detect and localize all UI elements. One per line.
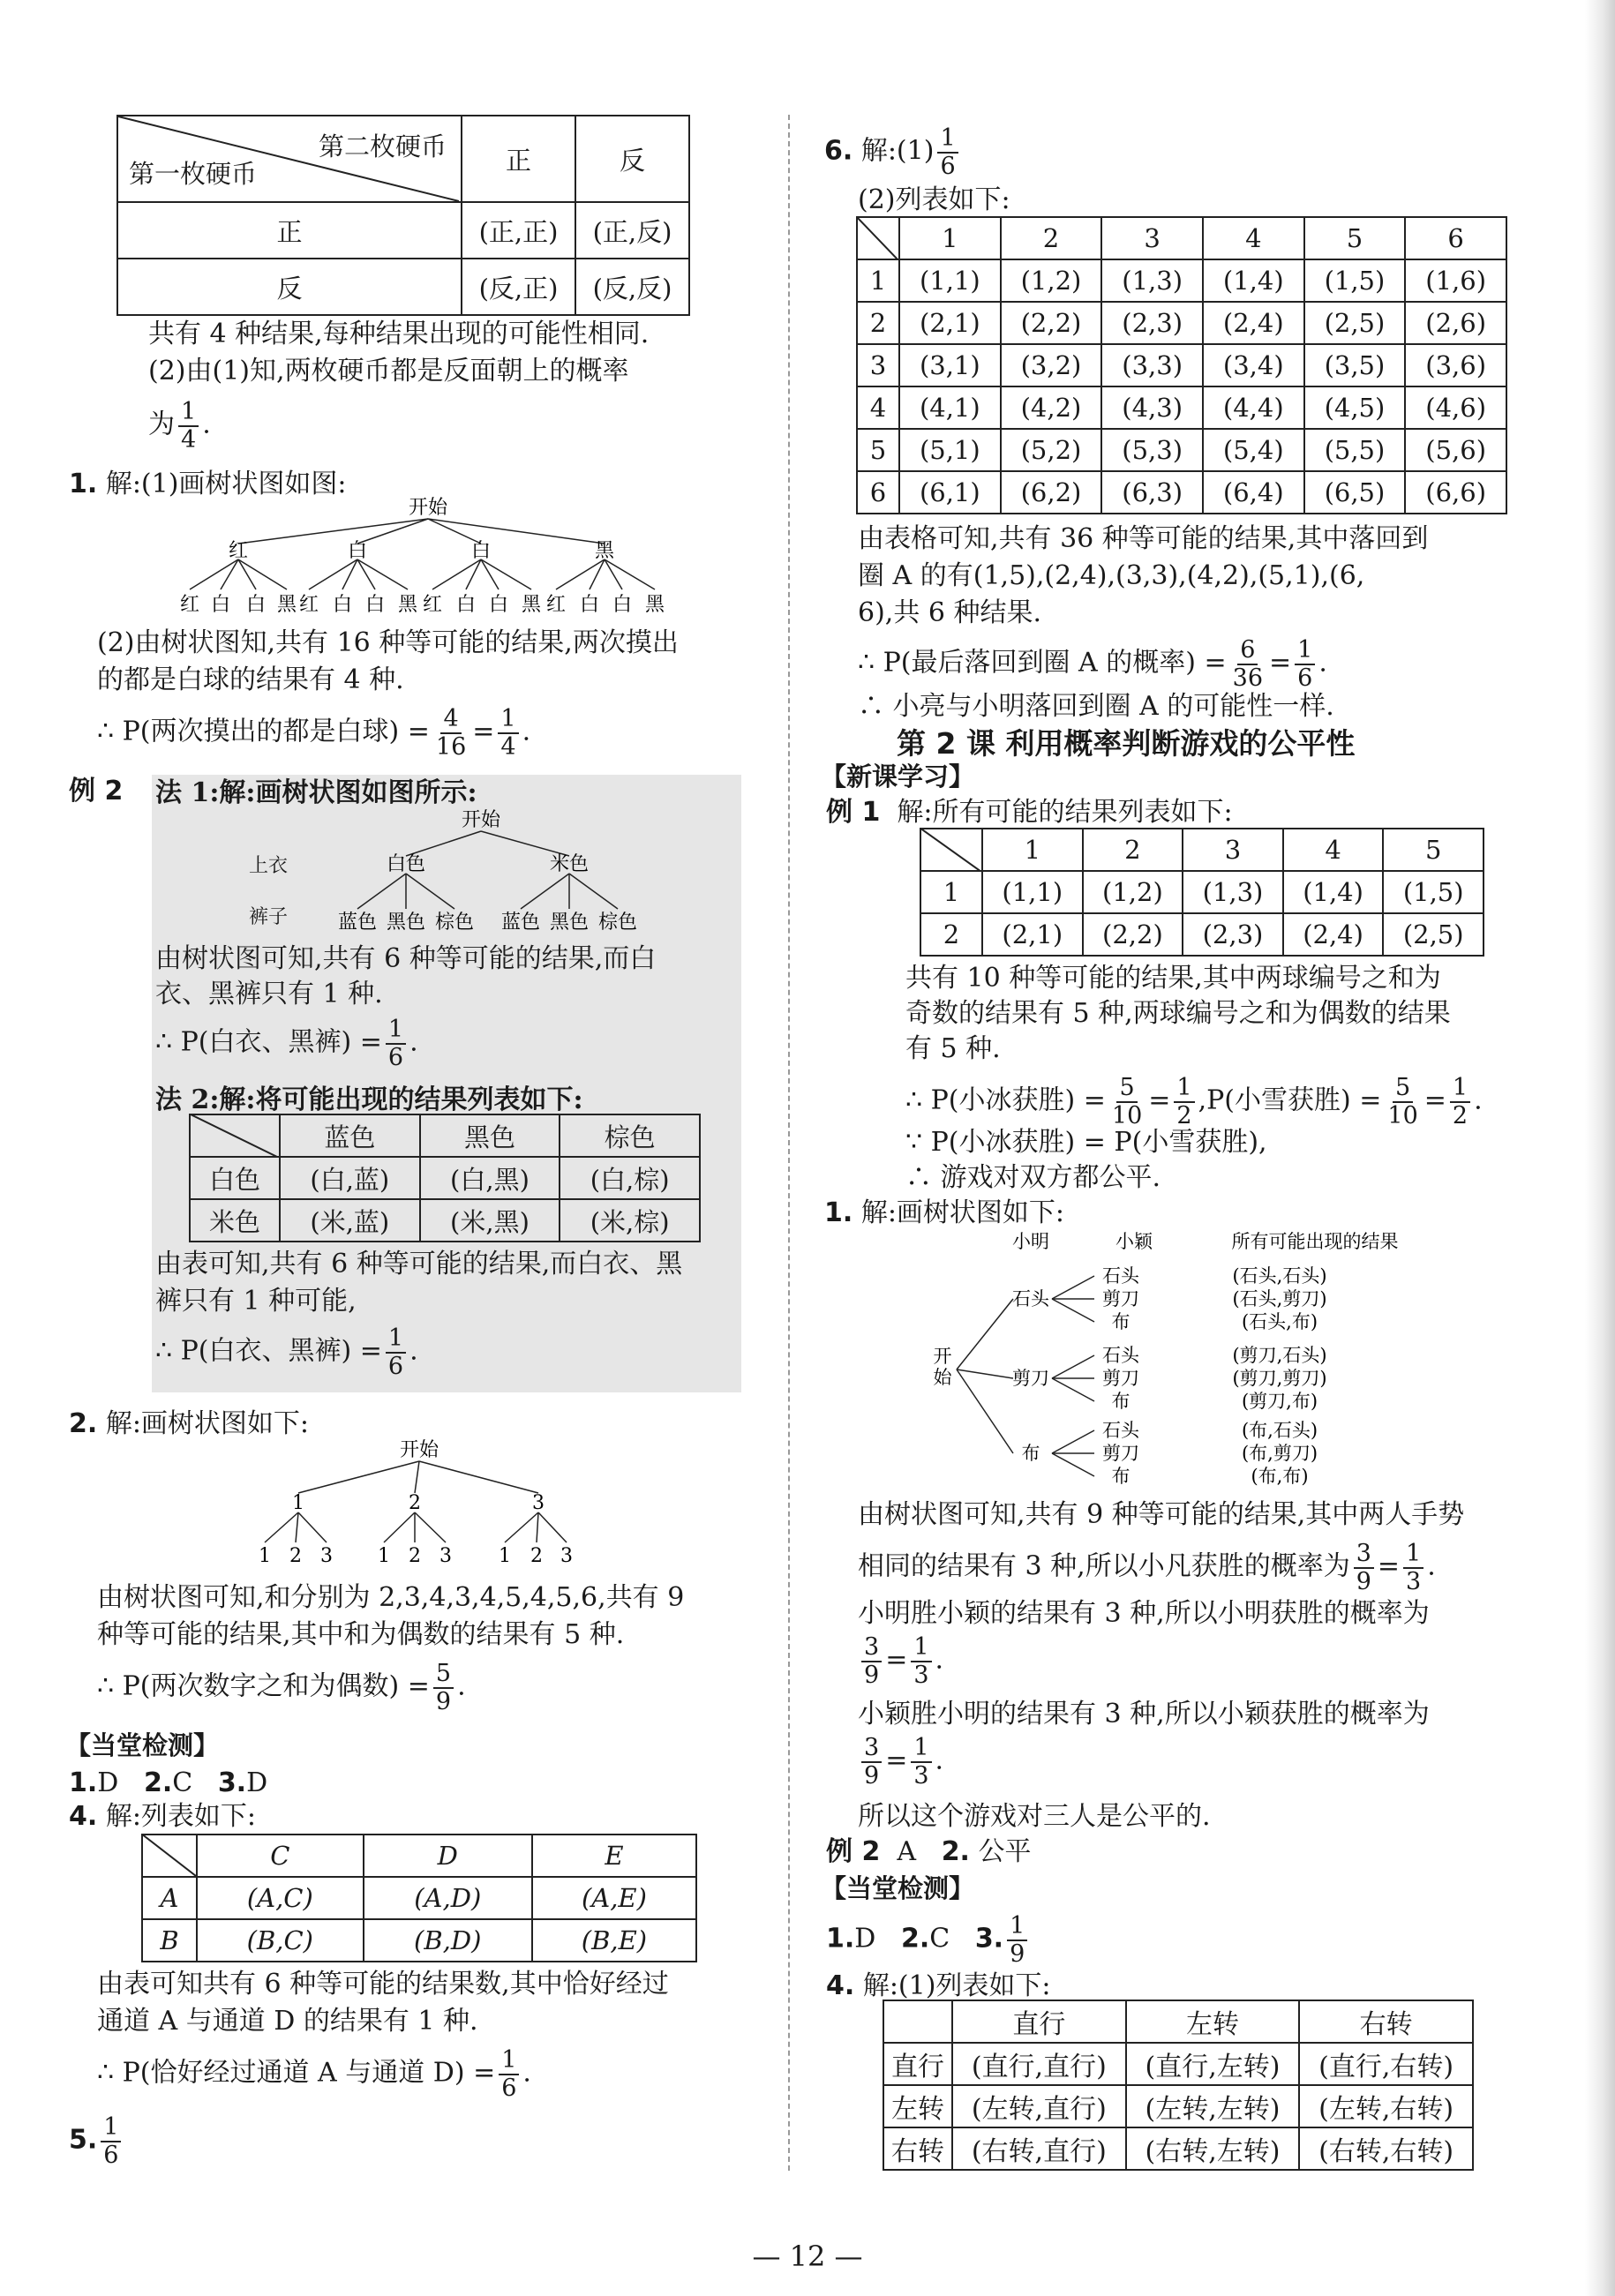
q6-table-row <box>857 429 1506 471</box>
q6-col-header: 6 <box>1405 217 1506 259</box>
ex2-row-label: 米色 <box>190 1199 280 1242</box>
q1b-first-node: 布 <box>1021 1443 1040 1464</box>
q1-tree-root: 开始 <box>408 497 448 519</box>
lesson2-row-label: 2 <box>920 913 982 956</box>
q6-table-row <box>857 386 1506 429</box>
q1-tree-leaf: 白 <box>455 594 477 616</box>
check2-cell: (左转,右转) <box>1299 2085 1473 2127</box>
lesson2-cell: (2,5) <box>1383 913 1484 956</box>
q6-cell: (6,4) <box>1203 471 1304 514</box>
q6-cell: (4,1) <box>899 386 1001 429</box>
coin-fraction: $\frac{1}{4}$ <box>178 399 199 453</box>
q1b-result: (剪刀,布) <box>1241 1391 1318 1412</box>
q1b-result: (布,石头) <box>1241 1420 1318 1441</box>
check2-col-header: 右转 <box>1299 2000 1473 2043</box>
ex2-cell: (米,棕) <box>560 1199 700 1242</box>
q1-tree-leaf: 白 <box>488 594 509 616</box>
check1-title: 【当堂检测】 <box>65 1730 220 1760</box>
check2-col-header: 直行 <box>952 2000 1126 2043</box>
q1-frac-a: $\frac{4}{16}$ <box>435 705 467 761</box>
q1b-first-node: 石头 <box>1012 1288 1049 1309</box>
q1b-line: 1. 解:画树状图如下: <box>824 1197 1065 1228</box>
check1-q4: 4. 解:列表如下: <box>69 1801 257 1832</box>
ex2-tree-pant: 蓝色 <box>500 912 541 934</box>
q2-tree-node: 3 <box>532 1492 545 1514</box>
ex2-col-header: 黑色 <box>420 1114 560 1157</box>
q1-tree-leaf: 红 <box>298 594 319 616</box>
q1b-conclusion: 所以这个游戏对三人是公平的. <box>858 1801 1211 1832</box>
page-edge-shadow <box>1585 0 1615 2296</box>
q1-text-3: 的都是白球的结果有 4 种. <box>97 664 404 695</box>
q2-tree-leaf: 1 <box>378 1545 390 1567</box>
q1-prob-pre: ∴ P(两次摸出的都是白球) = <box>97 716 430 747</box>
ex2-col-header: 蓝色 <box>280 1114 420 1157</box>
lesson2-table-row <box>920 913 1484 956</box>
q2-tree-node: 2 <box>409 1492 421 1514</box>
coin-corner-bottom: 第一枚硬币 <box>129 159 258 189</box>
lesson2-row-label: 1 <box>920 871 982 913</box>
ex2-method1: 法 1:解:画树状图如图所示: <box>155 777 477 808</box>
lesson2-col-header: 2 <box>1083 829 1183 871</box>
coin-cell: (正,正) <box>462 202 575 259</box>
ex2-frac-2: $\frac{1}{6}$ <box>386 1325 406 1379</box>
q6-col-header: 1 <box>899 217 1001 259</box>
q1-tree-leaf: 黑 <box>521 594 542 616</box>
q1b-branch <box>1052 1355 1094 1378</box>
q1b-hdr: 所有可能出现的结果 <box>1231 1231 1399 1252</box>
q6-cell: (6,5) <box>1304 471 1406 514</box>
check2-q4: 4. 解:(1)列表如下: <box>826 1970 1051 2001</box>
lesson2-cell: (2,2) <box>1083 913 1183 956</box>
q1b-hdr: 小颖 <box>1115 1231 1153 1252</box>
check1-cell: (B,D) <box>364 1919 532 1962</box>
q6-cell: (2,1) <box>899 302 1001 344</box>
check2-table <box>883 2000 1474 2171</box>
q6-cell: (2,6) <box>1405 302 1506 344</box>
q6-prob: ∴ P(最后落回到圈 A 的概率) = $\frac{6}{36}$ = $\frac{1}{6}$ . <box>858 636 1327 692</box>
lesson2-cell: (1,5) <box>1383 871 1484 913</box>
check1-q5-frac: $\frac{1}{6}$ <box>101 2114 121 2168</box>
check1-cell: (B,E) <box>532 1919 696 1962</box>
q6-cell: (2,4) <box>1203 302 1304 344</box>
q6-cell: (6,1) <box>899 471 1001 514</box>
q2-tree-leaf: 3 <box>320 1545 333 1567</box>
q1b-hdr: 小明 <box>1012 1231 1049 1252</box>
check1-cell: (A,E) <box>532 1877 696 1919</box>
lesson2-prob: ∴ P(小冰获胜) = $\frac{5}{10}$ = $\frac{1}{2}$ ,P(小雪获胜) = $\frac{5}{10}$ = $\frac{1}{2}$ . <box>905 1074 1483 1129</box>
check1-text-1: 由表可知共有 6 种等可能的结果数,其中恰好经过 <box>97 1969 669 2000</box>
ex2-cell: (米,黑) <box>420 1199 560 1242</box>
q2-tree-root: 开始 <box>399 1439 439 1461</box>
q6-line: 6. 解:(1) $\frac{1}{6}$ <box>824 125 962 179</box>
coin-text-2: (2)由(1)知,两枚硬币都是反面朝上的概率 <box>148 356 629 386</box>
q1b-second-node: 剪刀 <box>1102 1288 1139 1309</box>
q6-cell: (1,4) <box>1203 259 1304 302</box>
ex2-table-corner <box>190 1114 280 1157</box>
coin-table <box>116 115 690 316</box>
q6-cell: (5,3) <box>1101 429 1203 471</box>
q6-cell: (2,2) <box>1001 302 1102 344</box>
q6-cell: (1,5) <box>1304 259 1406 302</box>
check2-cell: (直行,左转) <box>1126 2043 1300 2085</box>
q1-intro: 解:(1)画树状图如图: <box>105 469 347 499</box>
ex2-row-label: 白色 <box>190 1157 280 1199</box>
lesson2-col-header: 4 <box>1283 829 1384 871</box>
check1-prob: ∴ P(恰好经过通道 A 与通道 D) = $\frac{1}{6}$ . <box>97 2046 531 2102</box>
q1-tree-leaf: 白 <box>245 594 267 616</box>
q6-cell: (1,6) <box>1405 259 1506 302</box>
q1b-first-node: 剪刀 <box>1012 1368 1049 1389</box>
ex2-cell: (米,蓝) <box>280 1199 420 1242</box>
q6-cell: (5,4) <box>1203 429 1304 471</box>
q6-table <box>856 216 1507 514</box>
check1-col-header: C <box>197 1835 364 1877</box>
q1b-text-5: 小颖胜小明的结果有 3 种,所以小颖获胜的概率为 <box>858 1699 1430 1730</box>
check2-cell: (左转,左转) <box>1126 2085 1300 2127</box>
q2-tree-leaf: 2 <box>409 1545 421 1567</box>
q1b-second-node: 剪刀 <box>1102 1368 1139 1389</box>
q6-cell: (5,6) <box>1405 429 1506 471</box>
q1b-result: (布,布) <box>1251 1466 1309 1487</box>
q6-table-row <box>857 302 1506 344</box>
ex2-frac-1: $\frac{1}{6}$ <box>386 1017 406 1070</box>
check1-cell: (A,D) <box>364 1877 532 1919</box>
q1b-result: (石头,石头) <box>1232 1265 1327 1287</box>
check1-cell: (A,C) <box>197 1877 364 1919</box>
ex2-cell: (白,蓝) <box>280 1157 420 1199</box>
ex2-tree-root: 开始 <box>461 809 501 831</box>
q1-tree-node: 白 <box>470 540 492 562</box>
lesson2-fair: ∴ 游戏对双方都公平. <box>905 1162 1161 1193</box>
q6-row-label: 1 <box>857 259 899 302</box>
check2-cell: (直行,直行) <box>952 2043 1126 2085</box>
q6-cell: (3,6) <box>1405 344 1506 386</box>
q2-text-2: 种等可能的结果,其中和为偶数的结果有 5 种. <box>97 1619 625 1650</box>
check2-col-header: 左转 <box>1126 2000 1300 2043</box>
q1b-text-4: $\frac{3}{9}$ = $\frac{1}{3}$ . <box>858 1634 943 1688</box>
q1b-branch <box>1052 1299 1094 1322</box>
q1b-second-node: 布 <box>1111 1391 1130 1412</box>
q1-tree-leaf: 黑 <box>276 594 297 616</box>
coin-text-3: 为 $\frac{1}{4}$ . <box>148 398 211 454</box>
q6-text-2: 圈 A 的有(1,5),(2,4),(3,3),(4,2),(5,1),(6, <box>858 560 1365 591</box>
q1-tree-node: 白 <box>347 540 368 562</box>
q6-cell: (2,5) <box>1304 302 1406 344</box>
q1-tree-leaf: 白 <box>612 594 633 616</box>
q1-tree-leaf: 黑 <box>397 594 418 616</box>
coin-text-1: 共有 4 种结果,每种结果出现的可能性相同. <box>148 319 650 349</box>
lesson2-cell: (2,1) <box>982 913 1083 956</box>
q1-tree-leaf: 红 <box>179 594 200 616</box>
q6-table-row <box>857 259 1506 302</box>
lesson2-table-corner <box>920 829 982 871</box>
q1-tree-leaf: 白 <box>210 594 231 616</box>
q1b-branch <box>1052 1378 1094 1401</box>
lesson2-table-row <box>920 871 1484 913</box>
q6-table-row <box>857 344 1506 386</box>
coin-col-header: 反 <box>575 116 689 202</box>
check1-col-header: D <box>364 1835 532 1877</box>
q6-col-header: 2 <box>1001 217 1102 259</box>
lesson2-col-header: 3 <box>1183 829 1283 871</box>
check1-text-2: 通道 A 与通道 D 的结果有 1 种. <box>97 2006 478 2037</box>
q6-cell: (6,6) <box>1405 471 1506 514</box>
q6-cell: (3,3) <box>1101 344 1203 386</box>
lesson2-cell: (2,3) <box>1183 913 1283 956</box>
lesson2-cell: (2,4) <box>1283 913 1384 956</box>
q2-frac: $\frac{5}{9}$ <box>433 1661 454 1714</box>
ex2-tree-diagram <box>247 805 662 937</box>
lesson2-cell: (1,4) <box>1283 871 1384 913</box>
check2-table-corner <box>883 2000 952 2043</box>
lesson2-text-1: 共有 10 种等可能的结果,其中两球编号之和为 <box>905 963 1441 994</box>
check1-row-label: A <box>142 1877 197 1919</box>
q6-cell: (3,1) <box>899 344 1001 386</box>
q6-frac-b: $\frac{1}{6}$ <box>1295 637 1315 691</box>
q1b-result: (剪刀,石头) <box>1232 1345 1327 1366</box>
check2-cell: (右转,右转) <box>1299 2127 1473 2170</box>
lesson2-text-3: 有 5 种. <box>905 1033 1001 1064</box>
ex2-tree-pant: 棕色 <box>434 912 475 934</box>
q2-tree-diagram <box>238 1437 591 1569</box>
q6-row-label: 5 <box>857 429 899 471</box>
check2-cell: (右转,左转) <box>1126 2127 1300 2170</box>
ex2-text-1: 由树状图可知,共有 6 种等可能的结果,而白 <box>155 943 657 974</box>
check1-table-corner <box>142 1835 197 1877</box>
q6-col-header: 4 <box>1203 217 1304 259</box>
column-divider <box>788 115 790 2171</box>
q1b-result: (布,剪刀) <box>1241 1443 1318 1464</box>
ex2-tree-pant: 黑色 <box>386 912 426 934</box>
lesson2-cell: (1,2) <box>1083 871 1183 913</box>
q1b-branch <box>1052 1430 1094 1453</box>
ex2-text-4: 裤只有 1 种可能, <box>155 1286 357 1317</box>
ex2-prob-1: ∴ P(白衣、黑裤) = $\frac{1}{6}$ . <box>155 1016 418 1071</box>
q2-line: 2. 解:画树状图如下: <box>69 1408 310 1439</box>
ex2-text-3: 由表可知,共有 6 种等可能的结果,而白衣、黑 <box>155 1249 683 1279</box>
q6-cell: (4,2) <box>1001 386 1102 429</box>
ex2-tree-pant: 棕色 <box>597 912 638 934</box>
q6-cell: (4,5) <box>1304 386 1406 429</box>
q1-tree-diagram <box>168 494 697 622</box>
check2-cell: (直行,右转) <box>1299 2043 1473 2085</box>
q6-text-3: 6),共 6 种结果. <box>858 597 1042 628</box>
check1-frac: $\frac{1}{6}$ <box>499 2047 519 2101</box>
q1b-tree-diagram <box>918 1228 1447 1493</box>
q2-prob: ∴ P(两次数字之和为偶数) = $\frac{5}{9}$ . <box>97 1660 466 1715</box>
lesson2-table <box>920 828 1484 957</box>
q1-prob: ∴ P(两次摸出的都是白球) = $\frac{4}{16}$ = $\frac{1}{4}$ . <box>97 705 531 761</box>
q1b-result: (石头,布) <box>1241 1311 1318 1332</box>
q2-tree-leaf: 2 <box>530 1545 543 1567</box>
ex2-cell: (白,棕) <box>560 1157 700 1199</box>
q6-text-1: 由表格可知,共有 36 种等可能的结果,其中落回到 <box>858 523 1429 554</box>
lesson2-because: ∵ P(小冰获胜) = P(小雪获胜), <box>905 1127 1267 1158</box>
q2-tree-leaf: 3 <box>439 1545 452 1567</box>
q6-col-header: 3 <box>1101 217 1203 259</box>
q6-cell: (1,3) <box>1101 259 1203 302</box>
q6-conclusion: ∴ 小亮与小明落回到圈 A 的可能性一样. <box>858 691 1334 722</box>
q1-tree-leaf: 白 <box>579 594 600 616</box>
coin-table-corner <box>117 116 462 202</box>
ex2-table <box>189 1114 701 1242</box>
check2-title: 【当堂检测】 <box>821 1873 975 1903</box>
lesson2-col-header: 5 <box>1383 829 1484 871</box>
q6-cell: (1,2) <box>1001 259 1102 302</box>
q1b-second-node: 石头 <box>1102 1265 1139 1287</box>
q6-table-corner <box>857 217 899 259</box>
ex2-tree-shirt: 米色 <box>549 853 590 875</box>
q1b-second-node: 石头 <box>1102 1420 1139 1441</box>
q1b-text-2: 相同的结果有 3 种,所以小凡获胜的概率为 $\frac{3}{9}$ = $\frac{1}{3}$ . <box>858 1540 1436 1595</box>
q1-frac-b: $\frac{1}{4}$ <box>498 706 518 760</box>
q1b-text-1: 由树状图可知,共有 9 种等可能的结果,其中两人手势 <box>858 1499 1465 1530</box>
ex2b-line: 例 2 A 2. 公平 <box>826 1836 1032 1867</box>
q2-tree-leaf: 2 <box>289 1545 302 1567</box>
q6-row-label: 6 <box>857 471 899 514</box>
check2-cell: (左转,直行) <box>952 2085 1126 2127</box>
check2-table-row <box>883 2085 1473 2127</box>
q1b-branch <box>1052 1276 1094 1299</box>
coin-cell: (正,反) <box>575 202 689 259</box>
q6-cell: (5,1) <box>899 429 1001 471</box>
coin-text-3-pre: 为 <box>148 409 175 440</box>
ex2-cell: (白,黑) <box>420 1157 560 1199</box>
q1-tree-node: 红 <box>228 540 249 562</box>
check2-row-label: 直行 <box>883 2043 952 2085</box>
q6-cell: (2,3) <box>1101 302 1203 344</box>
q2-tree-node: 1 <box>292 1492 304 1514</box>
q6-row-label: 2 <box>857 302 899 344</box>
q6-cell: (3,4) <box>1203 344 1304 386</box>
q1-tree-node: 黑 <box>594 540 615 562</box>
q1b-result: (石头,剪刀) <box>1232 1288 1327 1309</box>
q6-cell: (5,5) <box>1304 429 1406 471</box>
check2-q3-frac: $\frac{1}{9}$ <box>1007 1913 1027 1967</box>
check2-row-label: 左转 <box>883 2085 952 2127</box>
q6-cell: (6,3) <box>1101 471 1203 514</box>
ex2-tree-pant: 黑色 <box>549 912 590 934</box>
q6-row-label: 4 <box>857 386 899 429</box>
q1b-start: 始 <box>933 1367 952 1388</box>
q1b-second-node: 剪刀 <box>1102 1443 1139 1464</box>
q1b-text-6: $\frac{3}{9}$ = $\frac{1}{3}$ . <box>858 1735 943 1789</box>
coin-col-header: 正 <box>462 116 575 202</box>
q1b-branch <box>1052 1453 1094 1476</box>
ex2-col-header: 棕色 <box>560 1114 700 1157</box>
coin-row-label: 反 <box>117 259 462 315</box>
q6-row-label: 3 <box>857 344 899 386</box>
ex2-label: 例 2 <box>69 776 124 807</box>
q6-table-row <box>857 471 1506 514</box>
ex2-text-2: 衣、黑裤只有 1 种. <box>155 979 383 1009</box>
q1-tree-leaf: 红 <box>545 594 567 616</box>
check2-cell: (右转,直行) <box>952 2127 1126 2170</box>
check1-col-header: E <box>532 1835 696 1877</box>
coin-cell: (反,正) <box>462 259 575 315</box>
q1-text-2: (2)由树状图知,共有 16 种等可能的结果,两次摸出 <box>97 627 679 658</box>
coin-row-label: 正 <box>117 202 462 259</box>
q1-tree-leaf: 白 <box>364 594 386 616</box>
ex2-tree-shirt: 白色 <box>386 853 426 875</box>
q1b-second-node: 布 <box>1111 1311 1130 1332</box>
check1-answers: 1.D 2.C 3.D <box>69 1767 268 1798</box>
lesson2-cell: (1,1) <box>982 871 1083 913</box>
ex2-method2: 法 2:解:将可能出现的结果列表如下: <box>155 1084 583 1115</box>
q6-cell: (6,2) <box>1001 471 1102 514</box>
q6-cell: (3,2) <box>1001 344 1102 386</box>
q6-cell: (3,5) <box>1304 344 1406 386</box>
check2-table-row <box>883 2127 1473 2170</box>
coin-cell: (反,反) <box>575 259 689 315</box>
q6-cell: (4,3) <box>1101 386 1203 429</box>
lesson2-new-learning: 【新课学习】 <box>821 762 975 792</box>
check1-q5: 5. $\frac{1}{6}$ <box>69 2114 124 2168</box>
q2-text-1: 由树状图可知,和分别为 2,3,4,3,4,5,4,5,6,共有 9 <box>97 1582 685 1613</box>
page-number: — 12 — <box>752 2240 863 2273</box>
q6-frac-a: $\frac{6}{36}$ <box>1232 636 1263 692</box>
coin-corner-top: 第二枚硬币 <box>318 131 447 161</box>
ex2-row-label-pants: 裤子 <box>249 906 289 928</box>
lesson2-text-2: 奇数的结果有 5 种,两球编号之和为偶数的结果 <box>905 998 1451 1029</box>
check2-table-row <box>883 2043 1473 2085</box>
q6-frac-1: $\frac{1}{6}$ <box>937 125 958 179</box>
q1b-second-node: 石头 <box>1102 1345 1139 1366</box>
lesson2-cell: (1,3) <box>1183 871 1283 913</box>
check2-answers: 1.D 2.C 3. $\frac{1}{9}$ <box>826 1913 1031 1967</box>
q6-cell: (5,2) <box>1001 429 1102 471</box>
q6-col-header: 5 <box>1304 217 1406 259</box>
q1b-text-3: 小明胜小颖的结果有 3 种,所以小明获胜的概率为 <box>858 1598 1430 1629</box>
q6-cell: (1,1) <box>899 259 1001 302</box>
q2-tree-leaf: 1 <box>499 1545 511 1567</box>
lesson2-ex1: 例 1 解:所有可能的结果列表如下: <box>826 797 1233 828</box>
ex2-tree-pant: 蓝色 <box>337 912 378 934</box>
q2-tree-leaf: 3 <box>560 1545 573 1567</box>
check1-table <box>141 1834 697 1962</box>
ex2-prob-2: ∴ P(白衣、黑裤) = $\frac{1}{6}$ . <box>155 1324 418 1380</box>
q1-tree-leaf: 黑 <box>644 594 665 616</box>
q6-cell: (4,6) <box>1405 386 1506 429</box>
check2-row-label: 右转 <box>883 2127 952 2170</box>
check1-cell: (B,C) <box>197 1919 364 1962</box>
q1-tree-leaf: 白 <box>332 594 353 616</box>
q2-tree-leaf: 1 <box>259 1545 271 1567</box>
q6-cell: (4,4) <box>1203 386 1304 429</box>
lesson2-title: 第 2 课 利用概率判断游戏的公平性 <box>897 726 1356 761</box>
lesson2-col-header: 1 <box>982 829 1083 871</box>
q1b-result: (剪刀,剪刀) <box>1232 1368 1327 1389</box>
q1b-second-node: 布 <box>1111 1466 1130 1487</box>
ex2-row-label-shirt: 上衣 <box>249 855 289 877</box>
q1b-start: 开 <box>933 1346 952 1367</box>
q6-part2: (2)列表如下: <box>858 184 1010 215</box>
q1-tree-leaf: 红 <box>422 594 443 616</box>
check1-row-label: B <box>142 1919 197 1962</box>
q1-number: 1. <box>69 469 98 499</box>
